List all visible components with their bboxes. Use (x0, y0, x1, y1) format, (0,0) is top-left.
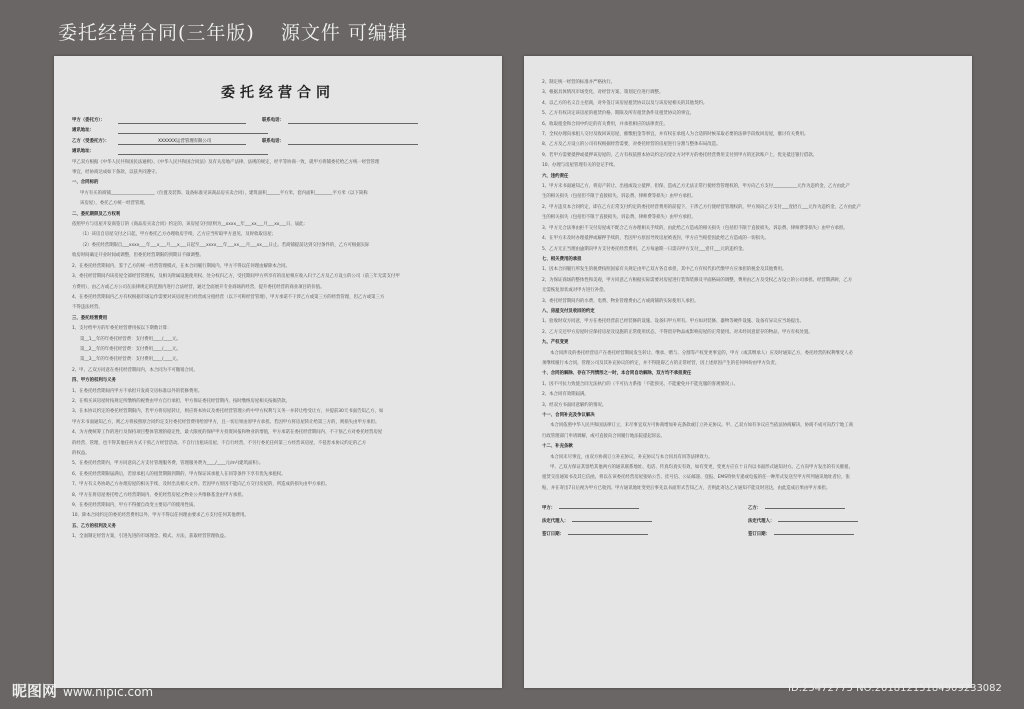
clause-line: 本合同涉及的委托经营房产在委托经营期间发生转让、继承、赠与、分割等产权变更事宜的，甲方（或其继承人）应及时通知乙方，委托经营的权利继受人必 (550, 350, 853, 356)
signature-line (774, 528, 854, 535)
clause-line: 4、以乙方的名义自主招商，对外签订该房屋租赁协议以及与该房屋相关的其他契约。 (542, 100, 708, 106)
clause-line: 1、甲方未书面通知乙方，将房产转让、出租或设立抵押、担保，造成乙方无法正常行使经营管理权的，甲方向乙方支付___________元作为违约金，乙方由此产 (542, 184, 850, 190)
signature-label: 法定代理人： (748, 519, 775, 525)
contract-page-2-content (524, 56, 972, 541)
section-heading: 六、违约责任 (542, 173, 569, 179)
party-a-row (72, 116, 484, 126)
section-heading: 十一、合同补充及争议解决 (542, 413, 595, 418)
clause-line: 2、制定统一经营的标准并严格执行。 (542, 80, 616, 85)
clause-line: 3、根据具体情况市场变化，对经营方案、策划定位进行调整。 (542, 90, 664, 96)
clause-line: 该房屋），委托乙方统一经营管理。 (80, 201, 149, 207)
clause-line: 不得违法经营。 (72, 305, 103, 311)
clause-line: 甲方有买的商铺____________________（位置及装饰、设备标准见该商品房买卖合同），建筑面积______平方米，套内面积________平方米（以下简称 (80, 190, 368, 196)
signature-row (542, 515, 748, 528)
banner-note: 源文件 可编辑 (280, 22, 408, 44)
signature-column-party-a (542, 502, 748, 541)
intro-line: 事宜，经协商达成如下条款，以兹共同遵守。 (72, 170, 160, 176)
clause-line: 本合同未尽事宜，由双方协商订立补充协议，补充协议与本合同具有同等法律效力。 (550, 454, 713, 460)
party-b-phone-label: 联系电话： (262, 138, 284, 144)
clause-line: 租赁交房通知书及其它信函，将以在该委托经营房屋张贴公告、挂号信、公证邮递、登报、EMS特快专递或电报的任一种形式发送至甲方所列通讯地址者位，张 (542, 475, 850, 481)
clause-line: 6、在委托经营期限届满后，若原承租人的租赁期限到期的，甲方保证该承租人在同等条件下享有优先承租权。 (72, 471, 286, 477)
clause-line: 1、支付给甲方的年委托经营费用按以下期数计算： (72, 326, 172, 332)
contract-page-2 (524, 56, 972, 688)
clause-line: 甲、乙双方保证其留给其他两方的通讯联系地址、电话、传真均真实有效，如有变更，变更方应在十日内以书面形式通知对方。乙方向甲方发出的有关催租、 (550, 465, 853, 471)
signature-label: 甲方： (542, 506, 556, 512)
clause-line: 9、若甲方需要抵押或抵押该房屋的，乙方有权依照本协议约定向受让方对甲方的委托经营费用支付到甲方的还款账户上，优先抵还银行借款。 (542, 152, 818, 158)
clause-line: 2、在委托经营期间内，鉴于乙方的统一经营管理模式，在本合同履行期间内，甲方不得以任何理由解除本合同。 (72, 263, 290, 269)
party-b-label: 乙方（受委托方）： (72, 138, 110, 144)
clause-line: 4、为方便统筹工作的进行及保持项目整体管理的稳定性，最大限度的保护甲方投资回报和物业的增值，甲方承诺在委托经营期间内，不干预乙方对委托经营房屋 (72, 430, 383, 436)
clause-line: 行政管理部门申请调解，或可直接向合同履行地法院提起诉讼。 (542, 433, 665, 439)
watermark-site (12, 680, 153, 701)
clause-line: 的权益。 (72, 451, 90, 456)
party-a-address-row (72, 126, 484, 136)
clause-line: 8、乙方及乙方设立的公司有权根据经营需要，对委托经营的房屋进行分割与整体布局改造。 (542, 142, 721, 148)
clause-line: 依照甲方与房屋开发商签订的《商品房买卖合同》约定的，该房屋交付原则为__xxxx__年___xx___月___xx___日，届此： (72, 222, 308, 228)
section-heading: 二、委托期限及乙方权利 (72, 211, 121, 217)
contract-title: 委托经营合同 (221, 85, 335, 101)
banner-title: 委托经营合同(三年版) (58, 22, 255, 44)
clause-line: 2、在购买该房屋时按规定所缴纳的税费由甲方自行承担，甲方保证委托经营期内，按时缴纳房屋相关按揭贷款。 (72, 398, 290, 404)
clause-line: 4、在委托经营期间内乙方有权根据市场运作需要对该房屋进行经营或分租经营（以下可称经营管理），甲方承诺不干涉乙方或第三方的经营管理，但乙方或第三方 (72, 294, 385, 300)
clause-line: 8、甲方在将房屋委托给乙方经营期间内，委托经营房屋之物业公共维修基金由甲方承担。 (72, 492, 247, 498)
section-heading: 十二、补充条款 (542, 444, 573, 450)
signature-row (542, 502, 748, 515)
party-a-phone-line (288, 116, 418, 124)
clause-line: 生的相关损失（包括但不限于直接损失、诉讼费、律师费等损失）由甲方承担。 (542, 215, 696, 221)
clause-line: 第__3__年的年委托经营费：支付费用____/____元。 (80, 357, 181, 363)
clause-line: 2、本合同有效期届满。 (542, 392, 589, 398)
section-heading: 十、合同的解除、存在下列情形之一时，本合同自动解除，双方均不承担责任 (542, 371, 692, 377)
party-b-value: XXXXXX运营管理有限公司 (158, 138, 212, 144)
signature-line (765, 502, 845, 509)
signature-line (559, 502, 639, 509)
signature-row (748, 515, 954, 528)
signature-line (778, 515, 858, 522)
section-heading: 三、委托经营费用 (72, 315, 108, 321)
header-banner (58, 18, 408, 45)
clause-line: 7、全权办理向承租人交付及收回该房屋，催缴租金等事宜，并有权在承租人为合适的时候采取必要的法律手段收回房屋，催讨有关费用。 (542, 132, 809, 138)
clause-line: 2、甲、乙双方同意在委托经营期间内，本合同为不可撤销合同。 (72, 367, 198, 373)
signature-label: 乙方： (748, 506, 762, 512)
party-b-address-row (72, 147, 484, 157)
clause-line: 无需恢复原状或对甲方进行补偿。 (542, 288, 608, 294)
section-heading: 七、相关费用的承担 (542, 256, 582, 262)
party-b-address-line (118, 147, 268, 155)
clause-line: 1、因不可抗力致使合同无法执行的（不可抗力系指「不能预见、不能避免并不能克服的客观情况」）。 (542, 381, 738, 387)
clause-line: 的经营、管理，也不得其他任何方式干预乙方经营活动。不自行出租该房屋、不自行经营，不另行委托任何第三方经营该房屋，不侵害本协议约定的乙方 (72, 440, 367, 446)
signature-column-party-b (748, 502, 954, 541)
clause-line: 3、经双方书面同意解约的情况。 (542, 402, 607, 408)
clause-line: 3、甲方无合法事由拒不交付房屋或不配合乙方办理相关手续的，由此给乙方造成的相关损失（包括但不限于直接损失、诉讼费、律师费等损失）由甲方承担。 (542, 225, 848, 231)
clause-line: 须继续履行本合同，管理公司及其补充协议的约定，并不得阻碍乙方的正常经营，因上述原因产生的任何纠纷由甲方负责。 (542, 360, 780, 366)
clause-line: 2、为保证商场的整体性和美观，甲方同意乙方根据实际需要对房屋进行装饰装修及平面格局的调整，费用由乙方及受权乙方设立的公司承担。经营期满时，乙方 (542, 277, 853, 283)
clause-line: （2）委托经营期限自___xxxx___年___x___月___x___日起至___xxxx___年___xx___月___xx___日止。若商铺提前达到交付条件的，乙方可根据实际 (80, 242, 370, 248)
clause-line: 4、在甲方未及时办理抵押或解押手续的，若因甲方原因导致房屋被查封，甲方应当赔偿因此给乙方造成的一切损失。 (542, 236, 769, 242)
signature-label: 签订日期： (542, 532, 564, 538)
party-a-phone-label: 联系电话： (262, 118, 284, 123)
signature-label: 法定代理人： (542, 519, 569, 525)
clause-line: 5、乙方无正当理由逾期向甲方支付委托经营费用，乙方每逾期一日需向甲方支付___壹仟___元的违约金。 (542, 246, 747, 252)
clause-line: 6、收取租金和合同中约定的有关费用，并承担相应的法律责任。 (542, 121, 668, 127)
clause-line: 方费用），由乙方或乙方公司在法律规定的范围内进行合法经营，通过全面展开专业商场的经营，提升委托经营的商业项目的价值。 (72, 284, 325, 290)
clause-line: 10、除本合同约定的委托经营费用以外，甲方不得以任何理由要求乙方支付任何其他费用。 (72, 513, 249, 519)
section-heading: 五、乙方的权利及义务 (72, 523, 116, 529)
party-b-row (72, 137, 484, 147)
clause-line: 1、全面制定经营方案，引进先进的市场理念、模式、方法，获取经营管理收益。 (72, 534, 229, 540)
contract-page-1-content (54, 116, 502, 543)
clause-line: 第__2__年的年委托经营费：支付费用____/____元。 (80, 346, 181, 352)
signature-line (572, 515, 652, 522)
clause-line: 9、在委托经营期间内，甲方不得擅自改变主要房产的使用性质。 (72, 503, 198, 509)
clause-line: 3、在本协议约定的委托经营期限内，若甲方将房屋转让，则应将本协议及委托经营管理公约中甲方权利与义务一并转让给受让方，并提前30天书面告知乙方，如 (72, 409, 384, 415)
signature-label: 签订日期： (748, 532, 770, 538)
section-heading: 一、合同标的 (72, 180, 99, 186)
signature-block (542, 502, 954, 541)
party-a-label: 甲方（委托方）： (72, 118, 105, 123)
signature-row (748, 528, 954, 541)
clause-line: 1、验收时双方同意，甲方在委托经营前已经装修的设施、设备归甲方所有。甲方如对装修、器物等硬件设施、设备有异议应当场提出。 (542, 319, 804, 325)
signature-row (542, 528, 748, 541)
clause-line: 本合同依照中华人民共和国法律订立，未尽事宜双方可协商增加补充条款或订立补充协议。甲、乙双方如有争议应当依法协商解决，协商不成可向苏宁地工商 (550, 423, 853, 429)
signature-line (568, 528, 648, 535)
clause-line: 7、甲方有义务协助乙方办理房屋的相关手续，及时出具相关文件。若因甲方原因不能向乙方交付房屋的，所造成的损失由甲方承担。 (72, 482, 330, 488)
clause-line: （1）该房自房屋交付之日起，甲方委托乙方办理收房手续，乙方应当听取甲方意见，及时收取房屋； (80, 232, 276, 238)
section-heading: 四、甲方的权利与义务 (72, 378, 116, 384)
clause-line: 生的相关损失（包括但不限于直接损失、诉讼费、律师费等损失）由甲方承担。 (542, 194, 696, 200)
clause-line: 贴，并在寄出7日后视为甲方已收到。甲方通讯地址变更后事先以书面形式告知乙方，否则此寄达乙方通知不能及时送达，由此造成后果由甲方承担。 (542, 485, 831, 491)
watermark-url: www.nipic.com (63, 685, 154, 699)
clause-line: 3、委托经营期间内的水费、电费、物业管理费由乙方或商铺的实际使用人承担。 (542, 298, 699, 304)
party-b-phone-line (288, 137, 418, 145)
party-a-address-label: 通讯地址： (72, 128, 94, 134)
signature-row (748, 502, 954, 515)
clause-line: 第__1__年的年委托经营费：支付费用____/____元。 (80, 336, 181, 342)
clause-line: 10、办理与房屋管理有关的登记手续。 (542, 163, 618, 169)
intro-line: 甲乙双方根据《中华人民共和国民法通则》、《中华人民共和国合同法》及有关房地产法律、法规的规定，经平等协商一致，就甲方将铺委托给乙方统一经营管理 (72, 159, 380, 165)
section-heading: 八、房屋交付及收回的约定 (542, 308, 595, 314)
party-b-address-label: 通讯地址： (72, 149, 94, 155)
clause-line: 1、因本合同履行所发生的税费按照国家有关规定由甲乙双方各自承担，其中乙方有权代扣代缴甲方应承担的税金及其他费用。 (542, 267, 787, 273)
party-a-address-line (118, 126, 268, 134)
contract-page-1 (54, 56, 502, 688)
clause-line: 甲方未书面通知乙方，则乙方将按照原合同约定支付委托经营费用给原甲方，且一切后果由原甲方承担。若因甲方将房屋转让给第三方的，则损失由甲方承担。 (72, 419, 380, 425)
party-a-line (118, 116, 246, 124)
watermark-id: ID:25472775 NO:20181215184909233082 (788, 683, 1002, 694)
clause-line: 5、在委托经营期内，甲方同意向乙方支付管理服务费，管理服务费为____/____元/m²(建筑面积）。 (72, 461, 264, 467)
party-b-line (118, 137, 246, 145)
clause-line: 1、在委托经营期间内甲方不承担开发商交房标准以外的装修费用。 (72, 388, 203, 394)
clause-line: 收房时间确定开业时间或调整，但委托经营期限的到期日不做调整。 (72, 253, 204, 259)
clause-line: 2、甲方违反本合同约定，即在乙方正常支付约定的委托经营费用的前提下，干涉乙方行使经营管理权的，甲方须向乙方支付___壹拾万___元作为违约金，乙方由此产 (542, 204, 861, 210)
clause-line: 2、乙方交还甲方房屋时应保持房屋及设施的正常使用状态，不得留存物品或影响房屋的正常使用。对未经同意留存的物品，甲方有权处置。 (542, 329, 813, 335)
clause-line: 3、委托经营期间内该房屋全部经营管理权，及相关附属设施使用权、处分权归乙方，受托期间甲方所享有的房屋相应收入归于乙方及乙方设立的公司（前三年无需支付甲 (72, 274, 400, 280)
clause-line: 5、乙方有权决定该房屋的租赁价格、期限及所有租赁条件及租赁协议的事宜。 (542, 111, 695, 117)
watermark-site-name: 昵图网 (12, 682, 58, 700)
section-heading: 九、产权变更 (542, 340, 569, 346)
